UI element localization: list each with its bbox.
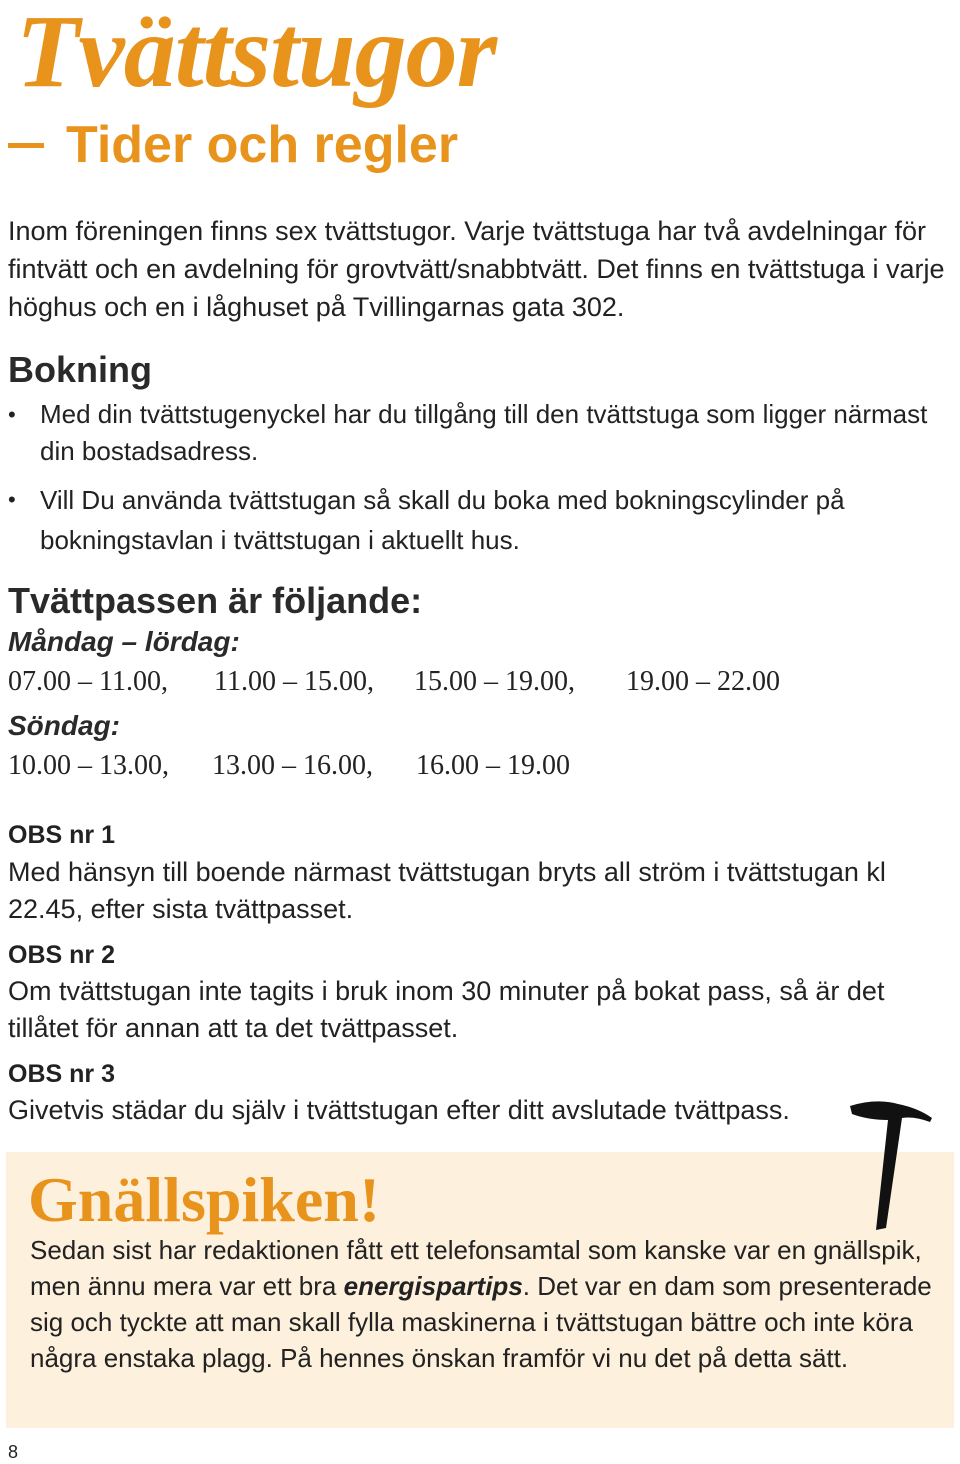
gnallspiken-text: [30, 1232, 932, 1376]
gnallspiken-text-end: . Det var en dam som presenterade sig och tyckte att man skall fylla maskinerna i tvättstugan bättre och inte köra några enstaka plagg. På hennes önskan framför vi nu det på detta sätt.: [30, 1271, 932, 1373]
subtitle-dash: [8, 143, 44, 148]
page-subtitle: Tider och regler: [66, 116, 459, 174]
bullet-text: • Med din tvättstugenyckel har du tillgång till den tvättstuga som ligger närmast din bostadsadress.: [8, 396, 956, 470]
obs-3-heading: OBS nr 3: [8, 1060, 115, 1088]
booking-heading: Bokning: [8, 349, 152, 390]
sunday-label: Söndag:: [8, 710, 120, 741]
page-number: 8: [8, 1442, 19, 1462]
weekday-label: Måndag – lördag:: [8, 626, 240, 657]
passes-heading: Tvättpassen är följande:: [8, 580, 423, 621]
time-slot: 10.00 – 13.00,: [8, 750, 169, 781]
time-slot: 19.00 – 22.00: [626, 666, 780, 697]
gnallspiken-emphasis: energispartips: [343, 1271, 523, 1301]
sunday-times: [8, 748, 570, 784]
obs-3-text: Givetvis städar du själv i tvättstugan efter ditt avslutade tvättpass.: [8, 1095, 790, 1125]
time-slot: 07.00 – 11.00,: [8, 666, 168, 697]
gnallspiken-title: Gnällspiken!: [28, 1164, 381, 1235]
gnallspiken-text-start: Sedan sist har redaktionen fått ett telefonsamtal som kanske var en gnällspik, men ännu mera var ett bra: [30, 1235, 922, 1301]
booking-bullet-1: [8, 396, 956, 470]
time-slot: 13.00 – 16.00,: [212, 750, 373, 781]
time-slot: 15.00 – 19.00,: [414, 666, 575, 697]
time-slot: 16.00 – 19.00: [416, 750, 570, 781]
subtitle-row: [8, 114, 458, 176]
booking-bullet-2: [8, 480, 956, 560]
page-title: Tvättstugor: [16, 0, 497, 109]
bullet-text: • Vill Du använda tvättstugan så skall du boka med bokningscylinder på bokningstavlan i tvättstugan i aktuellt hus.: [8, 480, 956, 560]
intro-paragraph: Inom föreningen finns sex tvättstugor. Varje tvättstuga har två avdelningar för fintvätt och en avdelning för grovtvätt/snabbtvätt. Det finns en tvättstuga i varje höghus och en i låghuset på Tvillingarnas gata 302.: [8, 216, 945, 322]
time-slot: 11.00 – 15.00,: [214, 666, 374, 697]
weekday-times: [8, 664, 780, 700]
obs-1-heading: OBS nr 1: [8, 821, 115, 849]
obs-1-text: Med hänsyn till boende närmast tvättstugan bryts all ström i tvättstugan kl 22.45, efter sista tvättpasset.: [8, 857, 886, 924]
obs-2-heading: OBS nr 2: [8, 941, 115, 969]
obs-2-text: Om tvättstugan inte tagits i bruk inom 30 minuter på bokat pass, så är det tillåtet för annan att ta det tvättpasset.: [8, 976, 885, 1043]
pickaxe-icon: [846, 1096, 936, 1232]
